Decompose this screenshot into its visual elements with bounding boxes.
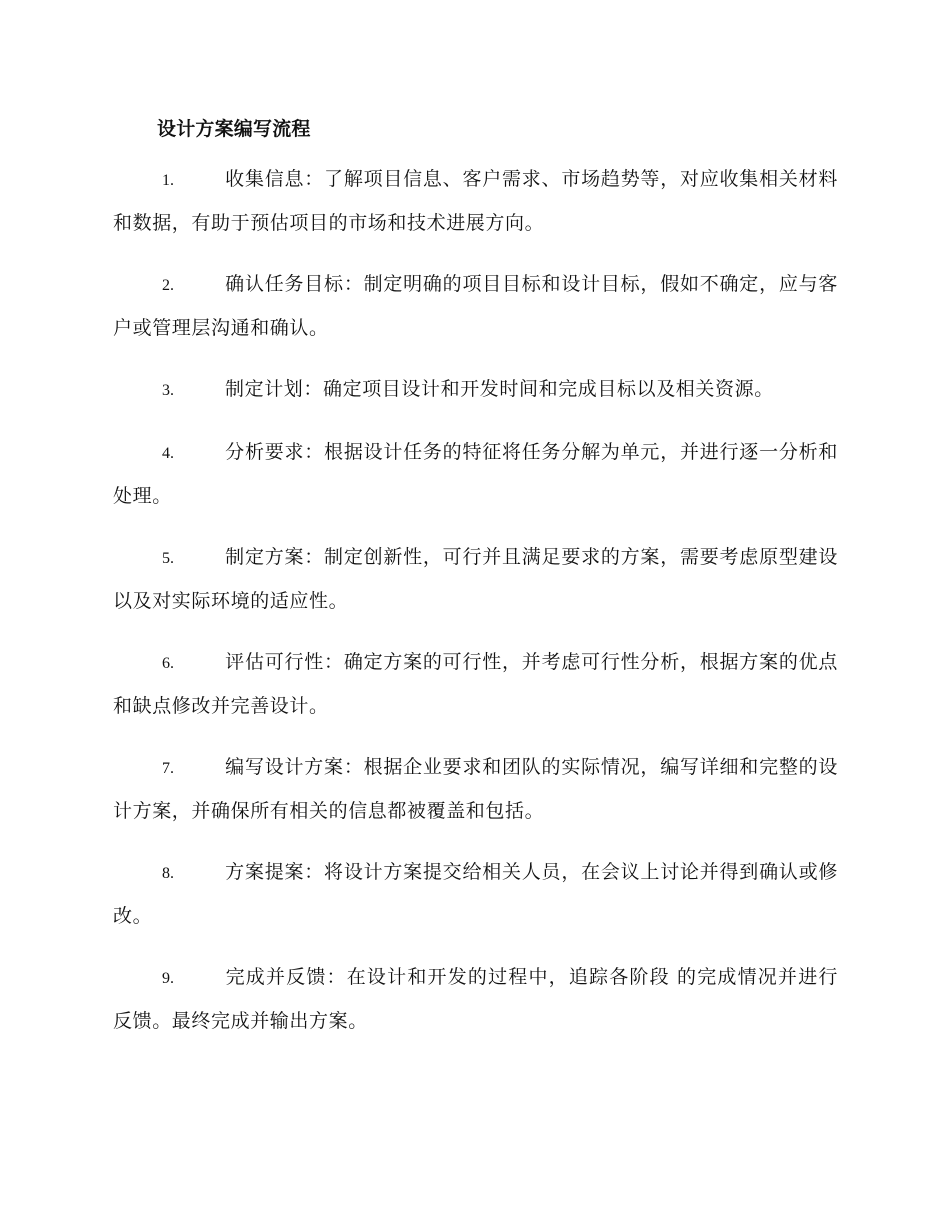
- step-number: 3.: [162, 382, 174, 399]
- document-title: 设计方案编写流程: [157, 118, 311, 140]
- step-number: 4.: [162, 445, 174, 462]
- step-text: 方案提案：将设计方案提交给相关人员，在会议上讨论并得到确认或修改。: [113, 861, 838, 927]
- list-item: [113, 368, 838, 412]
- list-item: [113, 746, 838, 832]
- step-text: 制定方案：制定创新性，可行并且满足要求的方案，需要考虑原型建设以及对实际环境的适应性。: [113, 546, 838, 612]
- step-text: 制定计划：确定项目设计和开发时间和完成目标以及相关资源。: [225, 378, 774, 400]
- step-number: 6.: [162, 655, 174, 672]
- step-text: 编写设计方案：根据企业要求和团队的实际情况，编写详细和完整的设计方案，并确保所有相关的信息都被覆盖和包括。: [113, 756, 838, 822]
- step-number: 1.: [162, 172, 174, 189]
- list-item: [113, 263, 838, 349]
- list-item: [113, 158, 838, 244]
- process-step-list: [113, 158, 838, 1042]
- step-text: 收集信息：了解项目信息、客户需求、市场趋势等，对应收集相关材料和数据，有助于预估项目的市场和技术进展方向。: [113, 168, 838, 234]
- step-text: 确认任务目标：制定明确的项目目标和设计目标，假如不确定，应与客户或管理层沟通和确认。: [113, 273, 838, 339]
- list-item: [113, 431, 838, 517]
- list-item: [113, 956, 838, 1042]
- step-number: 9.: [162, 970, 174, 987]
- step-text: 完成并反馈：在设计和开发的过程中，追踪各阶段 的完成情况并进行反馈。最终完成并输出方案。: [113, 966, 838, 1032]
- step-number: 8.: [162, 865, 174, 882]
- list-item: [113, 851, 838, 937]
- step-text: 评估可行性：确定方案的可行性，并考虑可行性分析，根据方案的优点和缺点修改并完善设计。: [113, 651, 838, 717]
- step-number: 5.: [162, 550, 174, 567]
- step-text: 分析要求：根据设计任务的特征将任务分解为单元，并进行逐一分析和处理。: [113, 441, 838, 507]
- list-item: [113, 641, 838, 727]
- list-item: [113, 536, 838, 622]
- step-number: 2.: [162, 277, 174, 294]
- step-number: 7.: [162, 760, 174, 777]
- document-content: [113, 112, 838, 1061]
